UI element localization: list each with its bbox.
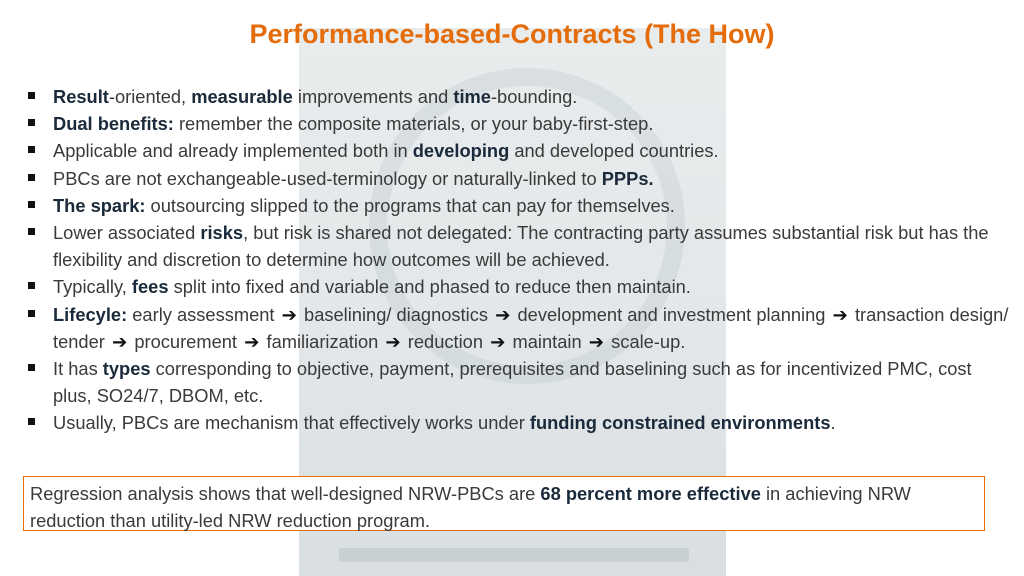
right-arrow-icon: ➔	[832, 303, 848, 325]
bullet-list	[24, 83, 1009, 437]
square-bullet-icon	[28, 174, 35, 181]
slide-title: Performance-based-Contracts (The How)	[249, 19, 775, 49]
square-bullet-icon	[28, 92, 35, 99]
right-arrow-icon: ➔	[385, 330, 401, 352]
square-bullet-icon	[28, 282, 35, 289]
bullet-applicable: Applicable and already implemented both in developing and developed countries.	[24, 137, 1009, 164]
bullet-types: It has types corresponding to objective, payment, prerequisites and baselining such as for incentivized PMC, cost plus, SO24/7, DBOM, etc.	[24, 355, 1009, 409]
right-arrow-icon: ➔	[490, 330, 506, 352]
square-bullet-icon	[28, 201, 35, 208]
right-arrow-icon: ➔	[111, 330, 128, 352]
square-bullet-icon	[28, 364, 35, 371]
bullet-dual-benefits: Dual benefits: remember the composite materials, or your baby-first-step.	[24, 110, 1009, 137]
bullet-lifecycle: Lifecyle: early assessment ➔ baselining/ diagnostics ➔ development and investment planning ➔ transaction design/ tender ➔ procurement ➔ familiarization ➔ reduction ➔ maintain ➔ scale-up.	[24, 301, 1009, 355]
square-bullet-icon	[28, 119, 35, 126]
square-bullet-icon	[28, 418, 35, 425]
bullet-result-oriented: Result-oriented, measurable improvements and time-bounding.	[24, 83, 1009, 110]
right-arrow-icon: ➔	[495, 303, 511, 325]
bullet-funding-constrained: Usually, PBCs are mechanism that effectively works under funding constrained environments.	[24, 409, 1009, 436]
regression-callout-box: Regression analysis shows that well-designed NRW-PBCs are 68 percent more effective in achieving NRW reduction than utility-led NRW reduction program.	[23, 476, 985, 531]
bullet-lower-risks: Lower associated risks, but risk is shared not delegated: The contracting party assumes substantial risk but has the flexibility and discretion to determine how outcomes will be achieved.	[24, 219, 1009, 273]
square-bullet-icon	[28, 146, 35, 153]
right-arrow-icon: ➔	[244, 330, 260, 352]
watermark-band-shape	[339, 548, 689, 562]
square-bullet-icon	[28, 310, 35, 317]
right-arrow-icon: ➔	[588, 330, 605, 352]
bullet-pbcs-not-ppps: PBCs are not exchangeable-used-terminology or naturally-linked to PPPs.	[24, 165, 1009, 192]
bullet-the-spark: The spark: outsourcing slipped to the programs that can pay for themselves.	[24, 192, 1009, 219]
right-arrow-icon: ➔	[281, 303, 297, 325]
bullet-fees: Typically, fees split into fixed and variable and phased to reduce then maintain.	[24, 273, 1009, 300]
square-bullet-icon	[28, 228, 35, 235]
